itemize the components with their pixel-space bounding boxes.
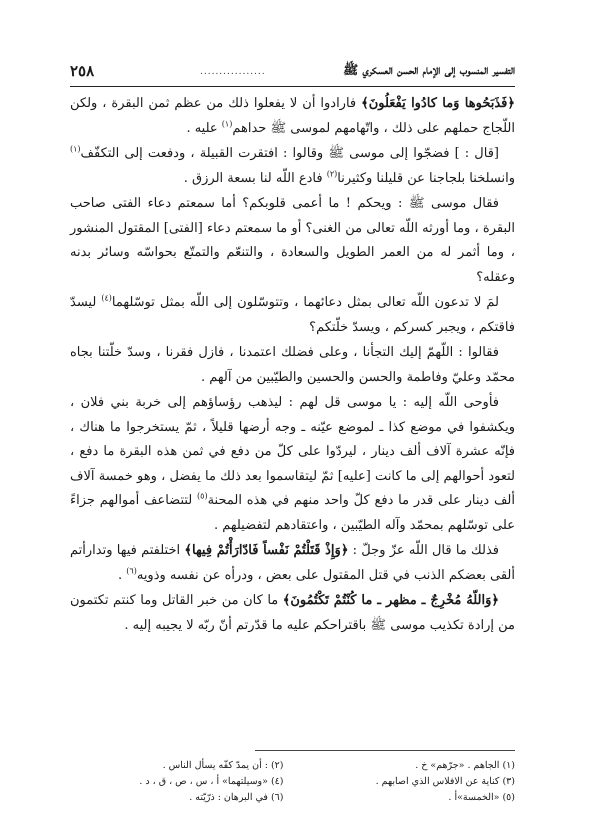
paragraph: فقالوا : اللّهمّ إليك التجأنا ، وعلى فضلك اعتمدنا ، فازل فقرنا ، وسدّ خلّتنا بجاه محمّد وعليّ وفاطمة والحسن والحسين والطيّبين من آلهم . — [70, 345, 515, 385]
footnote-ref: (٦) — [126, 566, 137, 576]
quran-verse: ﴿وَاللّهُ مُخْرِجٌ ـ مظهر ـ ما كُنْتُمْ تَكْتُمُونَ﴾ — [282, 593, 499, 608]
footnote: (٥) «الخمسة»أ . — [448, 792, 515, 803]
footnote-ref: (١) — [221, 119, 233, 129]
paragraph: فذلك ما قال اللّه عزّ وجلّ : ﴿وَإِذْ قَتَلْتُمْ نَفْساً فَادّارَأْتُمْ فِيها﴾ اختلفتم فيها وتدارأتم ألقى بعضكم الذنب في قتل المقتول على بعض ، ودرأه عن نفسه وذويه$^{(٦)}$ . — [70, 543, 515, 583]
header-rule — [70, 86, 515, 87]
paragraph: لمَ لا تدعون اللّه تعالى بمثل دعائهما ، وتتوسّلون إلى اللّه بمثل توسّلهما$^{(٤)}$ ليسدّ فاقتكم ، ويجبر كسركم ، ويسدّ خلّتكم؟ — [70, 293, 515, 335]
quran-verse: ﴿فَذَبَحُوها وَما كادُوا يَفْعَلُونَ﴾ — [361, 96, 515, 111]
footnote-ref: (٤) — [101, 293, 112, 303]
paragraph: فقال موسى ﷺ : ويحكم ! ما أعمى قلوبكم؟ أما سمعتم دعاء الفتى صاحب البقرة ، وما أورثه اللّه تعالى من الغنى؟ أو ما سمعتم دعاء [الفتى] المقتول المنشور ، وما أثمر له من العمر الطويل والسعادة ، والتنعّم والتمتّع بحواسّه وسائر بدنه وعقله؟ — [70, 196, 515, 285]
running-header — [70, 58, 515, 84]
footnote: (١) الجاهم . «جرّهم» خ . — [415, 760, 515, 771]
footnotes — [70, 758, 515, 806]
page-number: ٢٥٨ — [70, 62, 95, 80]
header-ornament-dots: ................. — [200, 67, 266, 77]
main-text — [70, 92, 515, 639]
quran-verse: ﴿وَإِذْ قَتَلْتُمْ نَفْساً فَادّارَأْتُمْ فِيها﴾ — [184, 543, 349, 558]
footnote: (٣) كناية عن الافلاس الذي اصابهم . — [375, 776, 515, 787]
footnote-ref: (٢) — [326, 169, 338, 179]
paragraph: [قال : ] فضجّوا إلى موسى ﷺ وقالوا : افتقرت القبيلة ، ودفعت إلى التكفّف$^{(١)}$ وانسلخنا بلجاجنا عن قليلنا وكثيرنا$^{(٢)}$ فادع اللّه لنا بسعة الرزق . — [70, 144, 515, 186]
paragraph: ﴿فَذَبَحُوها وَما كادُوا يَفْعَلُونَ﴾ فارادوا أن لا يفعلوا ذلك من عظم ثمن البقرة ، ولكن اللّجاج حملهم على ذلك ، واتّهامهم لموسى ﷺ حداهم$^{(١)}$ عليه . — [70, 96, 515, 136]
footnote-rule — [255, 750, 515, 751]
footnote-ref: (١) — [70, 144, 81, 154]
footnote: (٢) : أن يمدّ كفّه يسأل الناس . — [162, 760, 284, 771]
header-title: التفسير المنسوب إلى الإمام الحسن العسكري ﷺ — [343, 61, 515, 77]
footnote-ref: (٥) — [197, 491, 208, 501]
footnote: (٦) في البرهان : ذرّيّته . — [189, 792, 284, 803]
paragraph: فأوحى اللّه إليه : يا موسى قل لهم : ليذهب رؤساؤهم إلى خربة بني فلان ، ويكشفوا في موضع كذا ـ لموضع عيّنه ـ وجه أرضها قليلاً ، ثمّ يستخرجوا ما هناك ، فإنّه عشرة آلاف ألف دينار ، ليردّوا على كلّ من دفع في ثمن هذه البقرة ما دفع ، لتعود أحوالهم إلى ما كانت [عليه] ثمّ ليتقاسموا بعد ذلك ما يفضل ، وهو خمسة آلاف ألف دينار على قدر ما دفع كلّ واحد منهم في هذه المحنة$^{(٥)}$ لتتضاعف أموالهم جزاءً على توسّلهم بمحمّد وآله الطيّبين ، واعتقادهم لتفضيلهم . — [70, 395, 516, 533]
footnote: (٤) «وسيلتهما» أ ، س ، ص ، ق ، د . — [139, 776, 284, 787]
paragraph: ﴿وَاللّهُ مُخْرِجٌ ـ مظهر ـ ما كُنْتُمْ تَكْتُمُونَ﴾ ما كان من خبر القاتل وما كنتم تكتمون من إرادة تكذيب موسى ﷺ باقتراحكم عليه ما قدّرتم أنّ ربّه لا يجيبه إليه . — [70, 593, 515, 633]
